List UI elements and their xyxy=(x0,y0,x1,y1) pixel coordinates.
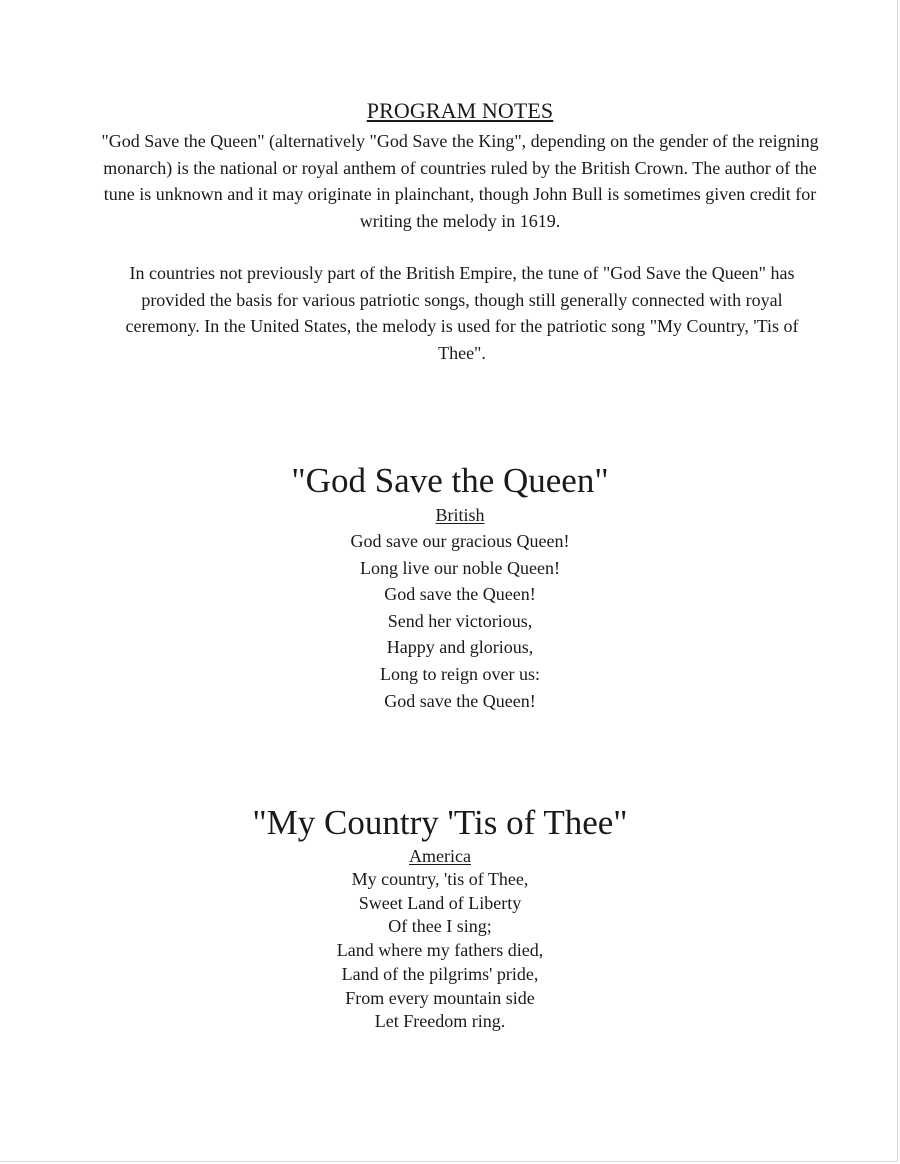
lyric-line: God save our gracious Queen! xyxy=(350,531,570,551)
lyric-line: Long to reign over us: xyxy=(380,663,540,684)
lyric-line: God save the Queen! xyxy=(384,584,536,605)
program-notes-paragraph: "God Save the Queen" (alternatively "God Save the King", depending on the gender of the reigning monarch) is the national or royal anthem of countries ruled by the British Crown. The author of the tune is unknown and it may originate in plainchant, though John Bull is sometimes given credit for writing the melody in 1619. xyxy=(101,131,819,231)
lyric-line: My country, 'tis of Thee, xyxy=(351,869,529,889)
lyric-line: Land of the pilgrims' pride, xyxy=(341,963,539,984)
program-notes-paragraph: In countries not previously part of the British Empire, the tune of "God Save the Queen" has provided the basis for various patriotic songs, though still generally connected with royal ceremony. In the United States, the melody is used for the patriotic song "My Country, 'Tis of Thee". xyxy=(125,263,799,363)
song-title: "My Country 'Tis of Thee" xyxy=(252,803,628,842)
song-my-country-tis-of-thee xyxy=(0,802,900,1034)
lyric-line: Land where my fathers died, xyxy=(336,940,544,961)
lyric-line: From every mountain side xyxy=(345,987,535,1008)
lyric-line: Send her victorious, xyxy=(387,610,533,631)
song-title: "God Save the Queen" xyxy=(291,461,609,500)
song-origin: America xyxy=(409,846,471,866)
song-origin: British xyxy=(435,505,485,525)
lyrics xyxy=(0,868,900,1034)
lyrics xyxy=(0,528,900,714)
lyric-line: Long live our noble Queen! xyxy=(360,557,560,578)
lyric-line: God save the Queen! xyxy=(384,690,536,711)
lyric-line: Let Freedom ring. xyxy=(374,1011,506,1032)
lyric-line: Of thee I sing; xyxy=(388,916,492,937)
lyric-line: Sweet Land of Liberty xyxy=(358,892,522,913)
song-god-save-the-queen xyxy=(0,460,900,714)
program-notes-heading: PROGRAM NOTES xyxy=(366,98,554,123)
lyric-line: Happy and glorious, xyxy=(386,637,534,658)
